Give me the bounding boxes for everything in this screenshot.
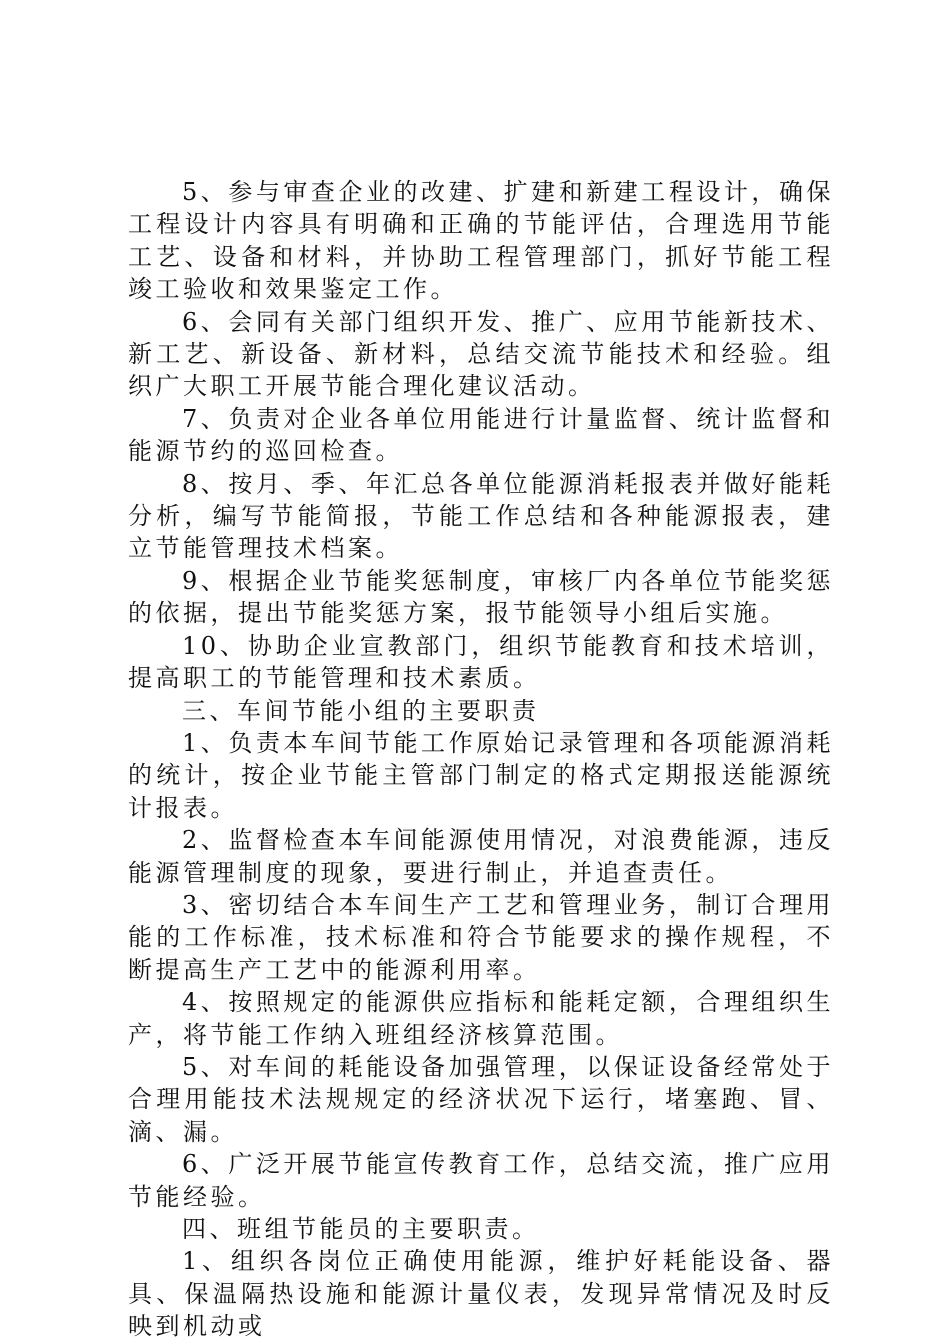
section-heading-workshop: 三、车间节能小组的主要职责: [182, 696, 540, 725]
paragraph-item-9: 9、根据企业节能奖惩制度，审核厂内各单位节能奖惩的依据，提出节能奖惩方案，报节能领导小组后实施。: [128, 566, 834, 628]
paragraph-item-6: 6、会同有关部门组织开发、推广、应用节能新技术、新工艺、新设备、新材料，总结交流节能技术和经验。组织广大职工开展节能合理化建议活动。: [128, 307, 834, 401]
paragraph-item-5: 5、参与审查企业的改建、扩建和新建工程设计，确保工程设计内容具有明确和正确的节能评估，合理选用节能工艺、设备和材料，并协助工程管理部门，抓好节能工程竣工验收和效果鉴定工作。: [128, 178, 834, 304]
section-heading-team: 四、班组节能员的主要职责。: [182, 1215, 540, 1243]
document-body: [128, 176, 834, 1343]
paragraph-workshop-1: 1、负责本车间节能工作原始记录管理和各项能源消耗的统计，按企业节能主管部门制定的格式定期报送能源统计报表。: [128, 728, 834, 822]
paragraph-item-8: 8、按月、季、年汇总各单位能源消耗报表并做好能耗分析，编写节能简报，节能工作总结和各种能源报表，建立节能管理技术档案。: [128, 469, 834, 563]
paragraph-item-10: 10、协助企业宣教部门，组织节能教育和技术培训，提高职工的节能管理和技术素质。: [128, 631, 834, 693]
paragraph-team-1: 1、组织各岗位正确使用能源，维护好耗能设备、器具、保温隔热设施和能源计量仪表，发现异常情况及时反映到机动或: [128, 1247, 834, 1341]
paragraph-workshop-4: 4、按照规定的能源供应指标和能耗定额，合理组织生产，将节能工作纳入班组经济核算范围。: [128, 988, 834, 1049]
paragraph-workshop-3: 3、密切结合本车间生产工艺和管理业务，制订合理用能的工作标准，技术标准和符合节能要求的操作规程，不断提高生产工艺中的能源利用率。: [128, 890, 834, 984]
paragraph-item-7: 7、负责对企业各单位用能进行计量监督、统计监督和能源节约的巡回检查。: [128, 404, 834, 466]
paragraph-workshop-5: 5、对车间的耗能设备加强管理，以保证设备经常处于合理用能技术法规规定的经济状况下运行，堵塞跑、冒、滴、漏。: [128, 1052, 834, 1146]
paragraph-workshop-2: 2、监督检查本车间能源使用情况，对浪费能源，违反能源管理制度的现象，要进行制止，并追查责任。: [128, 826, 834, 887]
paragraph-workshop-6: 6、广泛开展节能宣传教育工作，总结交流，推广应用节能经验。: [128, 1150, 834, 1211]
